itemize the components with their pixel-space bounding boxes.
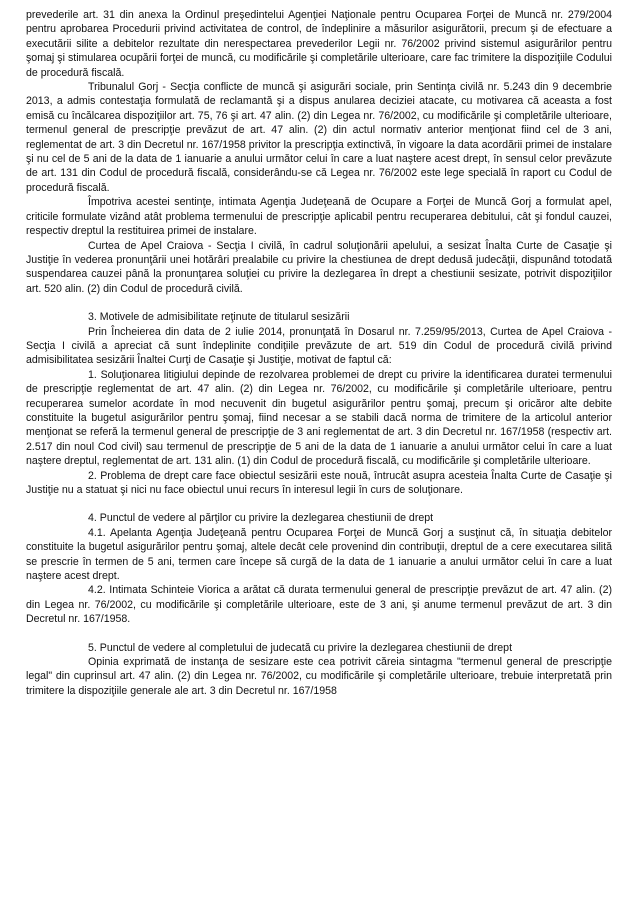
paragraph-tribunal: Tribunalul Gorj - Secţia conflicte de muncă şi asigurări sociale, prin Sentinţa civilă nr. 5.243 din 9 decembrie 2013, a admis contestaţia formulată de reclamantă şi a dispus anularea deciziei atacate, cu motivarea că aceasta a fost emisă cu încălcarea dispoziţiilor art. 75, 76 şi art. 47 alin. (2) din Legea nr. 76/2002, cu modificările şi completările ulterioare, termenul general de prescripţie prevăzut de art. 47 alin. (2) din actul normativ anterior menţionat fiind cel de 3 ani, reglementat de art. 3 din Decretul nr. 167/1958 privitor la prescripţia extinctivă, în vigoare la data acordării primei de instalare şi nu cel de 5 ani de la data de 1 ianuarie a anului următor celui în care a luat naştere acest drept, în sensul celor prevăzute de art. 131 din Codul de procedură fiscală, considerându-se că Legea nr. 76/2002 este lege specială în raport cu Codul de procedură fiscală. — [26, 81, 612, 194]
paragraph-intro: prevederile art. 31 din anexa la Ordinul preşedintelui Agenţiei Naţionale pentru Ocuparea Forţei de Muncă nr. 279/2004 pentru aprobarea Procedurii privind activitatea de control, de îndeplinire a măsurilor asigurătorii, precum şi de efectuare a executării silite a debitelor rezultate din nerespectarea prevederilor Legii nr. 76/2002 privind sistemul asigurărilor pentru şomaj şi stimularea ocupării forţei de muncă, cu modificările şi completările ulterioare, care fac trimitere la dispoziţiile Codului de procedură fiscală. — [26, 9, 612, 79]
section-heading-4: 4. Punctul de vedere al părţilor cu privire la dezlegarea chestiunii de drept — [88, 512, 434, 525]
paragraph-admissibility: Prin Încheierea din data de 2 iulie 2014, pronunţată în Dosarul nr. 7.259/95/2013, Curtea de Apel Craiova - Secţia I civilă a apreciat că sunt îndeplinite condiţiile prevăzute de art. 519 din Codul de procedură civilă privind admisibilitatea sesizării Înaltei Curţi de Casaţie şi Justiţie, motivat de faptul că: — [26, 325, 612, 367]
paragraph-opinion: Opinia exprimată de instanţa de sesizare este cea potrivit căreia sintagma "termenul general de prescripţie legal" din cuprinsul art. 47 alin. (2) din Legea nr. 76/2002, cu modificările şi completările ulterioare, trebuie interpretată prin trimitere la dispoziţiile generale ale art. 3 din Decretul nr. 167/1958 — [26, 656, 612, 697]
spacer — [26, 296, 612, 310]
paragraph-point-2: 2. Problema de drept care face obiectul sesizării este nouă, întrucât asupra acesteia Înalta Curte de Casaţie şi Justiţie nu a statuat şi nici nu face obiectul unui recurs în interesul legii în curs de soluţionare. — [26, 469, 612, 496]
paragraph-4-1: 4.1. Apelanta Agenţia Judeţeană pentru Ocuparea Forţei de Muncă Gorj a susţinut că, în situaţia debitelor constituite la bugetul asigurărilor pentru şomaj, altele decât cele provenind din contribuţii, dreptul de a cere executarea silită se prescrie în termen de 5 ani, termen care începe să curgă de la data de 1 ianuarie a anului următor celui în care a luat naştere acest drept. — [26, 526, 612, 583]
paragraph-court-referral: Curtea de Apel Craiova - Secţia I civilă, în cadrul soluţionării apelului, a sesizat Înalta Curte de Casaţie şi Justiţie în vederea pronunţării unei hotărâri prealabile cu privire la chestiunea de drept dedusă judecăţii, dispunând totodată suspendarea cauzei până la pronunţarea soluţiei cu privire la dezlegarea în drept a chestiunii sesizate, potrivit dispoziţiilor art. 520 alin. (2) din Codul de procedură civilă. — [26, 239, 612, 295]
paragraph-4-2: 4.2. Intimata Schinteie Viorica a arătat că durata termenului general de prescripţie prevăzut de art. 47 alin. (2) din Legea nr. 76/2002, cu modificările şi completările ulterioare, este de 3 ani, şi anume termenul prevăzut de art. 3 din Decretul nr. 167/1958. — [26, 584, 612, 626]
section-heading-3: 3. Motivele de admisibilitate reţinute de titularul sesizării — [88, 311, 350, 324]
spacer — [26, 497, 612, 511]
paragraph-point-1: 1. Soluţionarea litigiului depinde de rezolvarea problemei de drept cu privire la identificarea duratei termenului de prescripţie reglementat de art. 47 alin. (2) din Legea nr. 76/2002, cu modificările şi completările ulterioare, pentru recuperarea sumelor acordate în mod necuvenit din bugetul asigurărilor pentru şomaj, precum şi oricăror alte debite constituite la bugetul asigurărilor pentru şomaj, fiind necesar a se stabili dacă norma de trimitere de la articolul anterior menţionat se referă la termenul general de prescripţie de 3 ani reglementat de art. 3 din Decretul nr. 167/1958 (respectiv art. 2.517 din noul Cod civil) sau termenul de prescripţie de 5 ani de la data de 1 ianuarie a anului următor celui în care a luat naştere dreptul, reglementat de art. 131 alin. (1) din Codul de procedură fiscală, cu modificările şi completările ulterioare. — [26, 368, 612, 468]
document-page — [26, 8, 612, 698]
paragraph-appeal: Împotriva acestei sentinţe, intimata Agenţia Judeţeană de Ocupare a Forţei de Muncă Gorj a formulat apel, criticile formulate vizând atât problema termenului de prescripţie aplicabil pentru recuperarea debitului, cât şi fondul cauzei, respectiv dreptul la restituirea primei de instalare. — [26, 196, 612, 238]
section-heading-5: 5. Punctul de vedere al completului de judecată cu privire la dezlegarea chestiunii de drept — [88, 641, 513, 654]
spacer — [26, 627, 612, 641]
